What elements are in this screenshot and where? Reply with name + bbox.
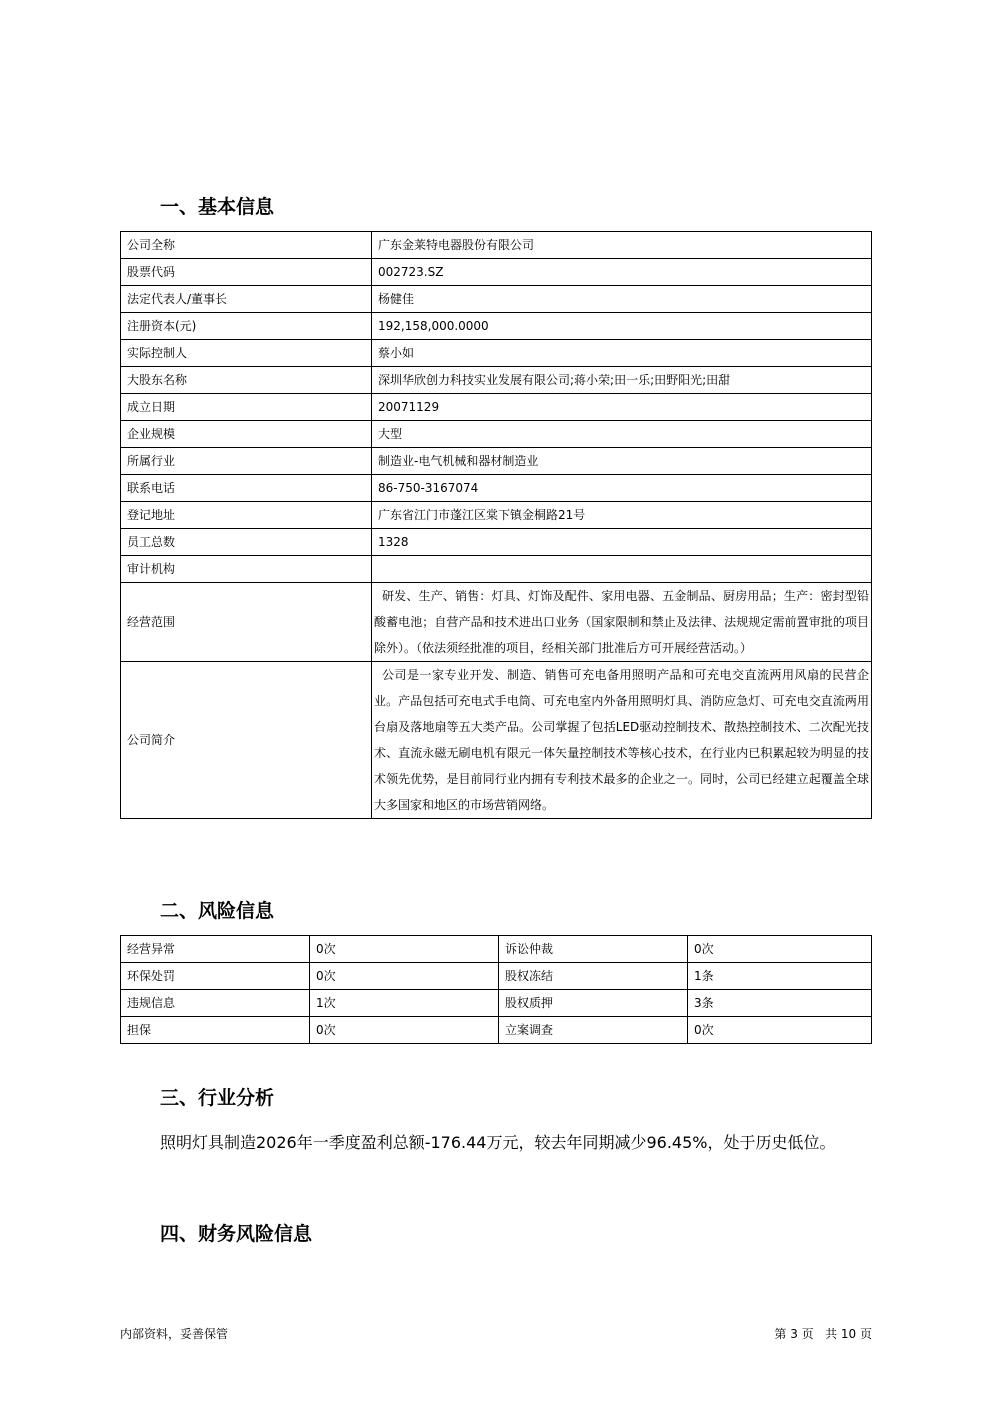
row-value <box>372 662 872 819</box>
row-label: 注册资本(元) <box>121 313 372 340</box>
risk-value: 0次 <box>688 1017 872 1044</box>
table-row <box>121 583 872 662</box>
risk-value: 1次 <box>310 990 499 1017</box>
risk-info-table <box>120 935 872 1044</box>
business-scope-text: 研发、生产、销售：灯具、灯饰及配件、家用电器、五金制品、厨房用品；生产：密封型铅酸蓄电池；自营产品和技术进出口业务（国家限制和禁止及法律、法规规定需前置审批的项目除外）。（依法须经批准的项目，经相关部门批准后方可开展经营活动。） <box>374 589 869 655</box>
row-value: 86-750-3167074 <box>372 475 872 502</box>
row-value: 杨健佳 <box>372 286 872 313</box>
risk-label: 股权冻结 <box>499 963 688 990</box>
footer-confidential-note: 内部资料，妥善保管 <box>120 1327 229 1341</box>
row-label: 公司简介 <box>121 662 372 819</box>
basic-info-table <box>120 231 872 819</box>
row-label: 法定代表人/董事长 <box>121 286 372 313</box>
table-row <box>121 990 872 1017</box>
row-value: 1328 <box>372 529 872 556</box>
row-label: 员工总数 <box>121 529 372 556</box>
risk-label: 立案调查 <box>499 1017 688 1044</box>
table-row <box>121 286 872 313</box>
row-label: 公司全称 <box>121 232 372 259</box>
section-title-risk-info: 二、风险信息 <box>160 900 275 922</box>
risk-value: 0次 <box>688 936 872 963</box>
risk-label: 股权质押 <box>499 990 688 1017</box>
risk-value: 0次 <box>310 1017 499 1044</box>
risk-label: 经营异常 <box>121 936 310 963</box>
risk-label: 诉讼仲裁 <box>499 936 688 963</box>
row-label: 登记地址 <box>121 502 372 529</box>
risk-label: 环保处罚 <box>121 963 310 990</box>
row-value: 002723.SZ <box>372 259 872 286</box>
row-label: 股票代码 <box>121 259 372 286</box>
table-row <box>121 340 872 367</box>
row-value: 大型 <box>372 421 872 448</box>
company-profile-text: 公司是一家专业开发、制造、销售可充电备用照明产品和可充电交直流两用风扇的民营企业。产品包括可充电式手电筒、可充电室内外备用照明灯具、消防应急灯、可充电交直流两用台扇及落地扇等五大类产品。公司掌握了包括LED驱动控制技术、散热控制技术、二次配光技术、直流永磁无刷电机有限元一体矢量控制技术等核心技术，在行业内已积累起较为明显的技术领先优势，是目前同行业内拥有专利技术最多的企业之一。同时，公司已经建立起覆盖全球大多国家和地区的市场营销网络。 <box>374 668 869 812</box>
table-row <box>121 232 872 259</box>
table-row <box>121 502 872 529</box>
risk-label: 违规信息 <box>121 990 310 1017</box>
table-row <box>121 1017 872 1044</box>
table-row <box>121 529 872 556</box>
industry-analysis-text: 照明灯具制造2026年一季度盈利总额-176.44万元，较去年同期减少96.45%，处于历史低位。 <box>160 1133 836 1152</box>
table-row <box>121 259 872 286</box>
table-row <box>121 662 872 819</box>
row-label: 联系电话 <box>121 475 372 502</box>
row-value <box>372 583 872 662</box>
risk-value: 1条 <box>688 963 872 990</box>
table-row <box>121 421 872 448</box>
row-label: 成立日期 <box>121 394 372 421</box>
row-label: 经营范围 <box>121 583 372 662</box>
row-value: 广东金莱特电器股份有限公司 <box>372 232 872 259</box>
row-label: 所属行业 <box>121 448 372 475</box>
row-value: 192,158,000.0000 <box>372 313 872 340</box>
row-value: 制造业-电气机械和器材制造业 <box>372 448 872 475</box>
table-row <box>121 556 872 583</box>
row-label: 大股东名称 <box>121 367 372 394</box>
table-row <box>121 313 872 340</box>
risk-label: 担保 <box>121 1017 310 1044</box>
row-value: 20071129 <box>372 394 872 421</box>
section-title-basic-info: 一、基本信息 <box>160 196 275 218</box>
risk-value: 3条 <box>688 990 872 1017</box>
section-title-industry-analysis: 三、行业分析 <box>160 1087 275 1109</box>
section-title-financial-risk: 四、财务风险信息 <box>160 1223 313 1245</box>
table-row <box>121 448 872 475</box>
table-row <box>121 367 872 394</box>
row-value: 蔡小如 <box>372 340 872 367</box>
table-row <box>121 936 872 963</box>
table-row <box>121 394 872 421</box>
row-value: 广东省江门市蓬江区棠下镇金桐路21号 <box>372 502 872 529</box>
row-label: 企业规模 <box>121 421 372 448</box>
footer-page-number: 第 3 页 共 10 页 <box>774 1327 872 1341</box>
row-label: 审计机构 <box>121 556 372 583</box>
risk-value: 0次 <box>310 936 499 963</box>
row-value <box>372 556 872 583</box>
row-label: 实际控制人 <box>121 340 372 367</box>
risk-value: 0次 <box>310 963 499 990</box>
table-row <box>121 963 872 990</box>
table-row <box>121 475 872 502</box>
row-value: 深圳华欣创力科技实业发展有限公司;蒋小荣;田一乐;田野阳光;田甜 <box>372 367 872 394</box>
